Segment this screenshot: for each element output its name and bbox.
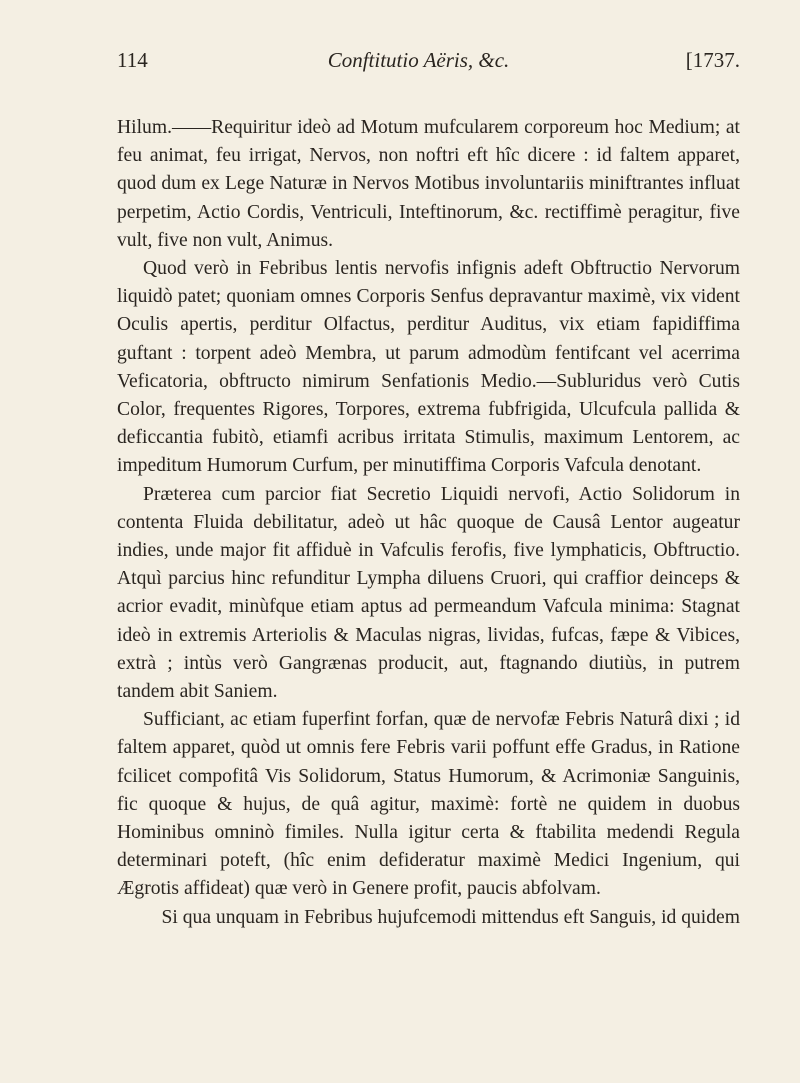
paragraph: Præterea cum parcior fiat Secretio Liquidi nervofi, Actio Solidorum in contenta Fluida debilitatur, adeò ut hâc quoque de Causâ Lentor augeatur indies, unde major fit affiduè in Vafculis ferofis, five lymphaticis, Obftructio. Atquì parcius hinc refunditur Lympha diluens Cruori, qui craffior deinceps & acrior evadit, minùfque etiam aptus ad permeandum Vafcula minima: Stagnat ideò in extremis Arteriolis & Maculas nigras, lividas, fufcas, fæpe & Vibices, extrà ; intùs verò Gangrænas producit, aut, ftagnando diutiùs, in putrem tandem abit Saniem. xyxy=(117,483,740,703)
paragraph: Hilum.——Requiritur ideò ad Motum mufcularem corporeum hoc Medium; at feu animat, feu irrigat, Nervos, non noftri eft hîc dicere : id faltem apparet, quod dum ex Lege Naturæ in Nervos Motibus involuntariis miniftrantes influat perpetim, Actio Cordis, Ventriculi, Inteftinorum, &c. rectiffimè peragitur, five vult, five non vult, Animus. xyxy=(117,117,740,251)
paragraph: Quod verò in Febribus lentis nervofis infignis adeft Obftructio Nervorum liquidò patet; quoniam omnes Corporis Senfus depravantur maximè, vix vident Oculis apertis, perditur Olfactus, perditur Auditus, vix etiam fapidiffima guftant : torpent adeò Membra, ut parum admodùm fentifcant vel acerrima Veficatoria, obftructo nimirum Senfationis Medio.—Subluridus verò Cutis Color, frequentes Rigores, Torpores, extrema fubfrigida, Ulcufcula pallida & deficcantia fubitò, etiamfi acribus irritata Stimulis, maximum Lentorem, ac impeditum Humorum Curfum, per minutiffima Corporis Vafcula denotant. xyxy=(117,258,740,477)
body-text xyxy=(117,114,740,932)
running-header xyxy=(117,48,740,78)
year-marker: [1737. xyxy=(685,48,740,72)
paragraph: Sufficiant, ac etiam fuperfint forfan, quæ de nervofæ Febris Naturâ dixi ; id faltem apparet, quòd ut omnis fere Febris varii poffunt effe Gradus, in Ratione fcilicet compofitâ Vis Solidorum, Status Humorum, & Acrimoniæ Sanguinis, fic quoque & hujus, de quâ agitur, maximè: fortè ne quidem in duobus Hominibus omninò fimiles. Nulla igitur certa & ftabilita medendi Regula determinari poteft, (hîc enim defideratur maximè Medici Ingenium, qui Ægrotis affideat) quæ verò in Genere profit, paucis abfolvam. xyxy=(117,709,740,900)
running-title: Conftitutio Aëris, &c. xyxy=(327,48,510,72)
page-number: 114 xyxy=(117,48,148,72)
paragraph: Si qua unquam in Febribus hujufcemodi mittendus eft Sanguis, id quidem xyxy=(161,906,740,928)
